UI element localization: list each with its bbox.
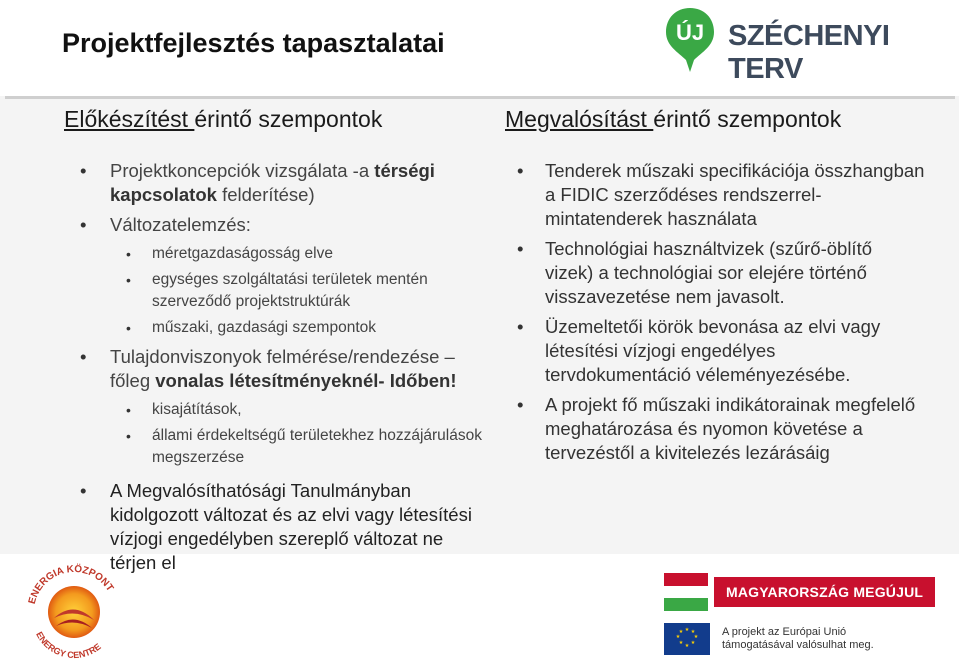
sub-list-item: • méretgazdaságosság elve <box>64 243 484 265</box>
sub-list-item: • állami érdekeltségű területekhez hozzájárulások megszerzése <box>64 425 484 469</box>
list-item: • Üzemeltetői körök bevonása az elvi vagy létesítési vízjogi engedélyes tervdokumentáció véleményezésébe. <box>505 315 925 387</box>
energia-text-bottom: ENERGY CENTRE <box>34 629 103 660</box>
sub-list-item: • kisajátítások, <box>64 399 484 421</box>
right-column-heading: Megvalósítást érintő szempontok <box>505 106 842 132</box>
svg-text:★: ★ <box>693 634 699 640</box>
svg-text:★: ★ <box>678 629 684 635</box>
mmf-text: MAGYARORSZÁG MEGÚJUL <box>714 577 935 607</box>
hungarian-flag-icon <box>664 573 708 611</box>
svg-text:★: ★ <box>678 640 684 646</box>
energia-kozpont-logo <box>20 556 128 660</box>
svg-text:★: ★ <box>684 627 690 633</box>
szechenyi-terv-logo <box>664 6 924 85</box>
eu-flag-icon <box>664 623 710 655</box>
svg-text:★: ★ <box>690 629 696 635</box>
list-item: • Tulajdonviszonyok felmérése/rendezése – főleg vonalas létesítményeknél- Időben! <box>64 345 484 393</box>
svg-text:★: ★ <box>675 634 681 640</box>
list-item: • A projekt fő műszaki indikátorainak megfelelő meghatározása és nyomon követése a tervezéstől a kivitelezés lezárásáig <box>505 393 925 465</box>
svg-text:★: ★ <box>690 640 696 646</box>
list-item: • Technológiai használtvizek (szűrő-öblítő vizek) a technológiai sor elejére történő visszavezetése nem javasolt. <box>505 237 925 309</box>
divider-line <box>5 96 955 99</box>
left-column-heading: Előkészítést érintő szempontok <box>64 106 383 132</box>
list-item: • Tenderek műszaki specifikációja összhangban a FIDIC szerződéses rendszerrel- mintatenderek használata <box>505 159 925 231</box>
svg-text:★: ★ <box>684 643 690 649</box>
list-item: • A Megvalósíthatósági Tanulmányban kidolgozott változat és az elvi vagy létesítési vízjogi engedélyben szereplő változat ne térjen el <box>64 479 484 575</box>
magyarorszag-megujul-logo <box>664 570 954 614</box>
sub-list-item: • műszaki, gazdasági szempontok <box>64 317 484 339</box>
eu-support-logo <box>664 620 954 658</box>
szechenyi-terv-text: SZÉCHENYI TERV <box>728 20 890 85</box>
list-item: • Változatelemzés: <box>64 213 484 237</box>
uj-badge-text: ÚJ <box>675 20 705 45</box>
uj-badge-icon <box>664 6 716 74</box>
left-column <box>64 106 484 581</box>
right-column <box>505 106 925 471</box>
page-title: Projektfejlesztés tapasztalatai <box>62 28 445 58</box>
energia-text-top: ENERGIA KÖZPONT <box>26 563 116 606</box>
sub-list-item: • egységes szolgáltatási területek mentén szerveződő projektstruktúrák <box>64 269 484 313</box>
list-item: • Projektkoncepciók vizsgálata -a térségi kapcsolatok felderítése) <box>64 159 484 207</box>
eu-support-text: A projekt az Európai Unió támogatásával valósulhat meg. <box>722 626 874 651</box>
